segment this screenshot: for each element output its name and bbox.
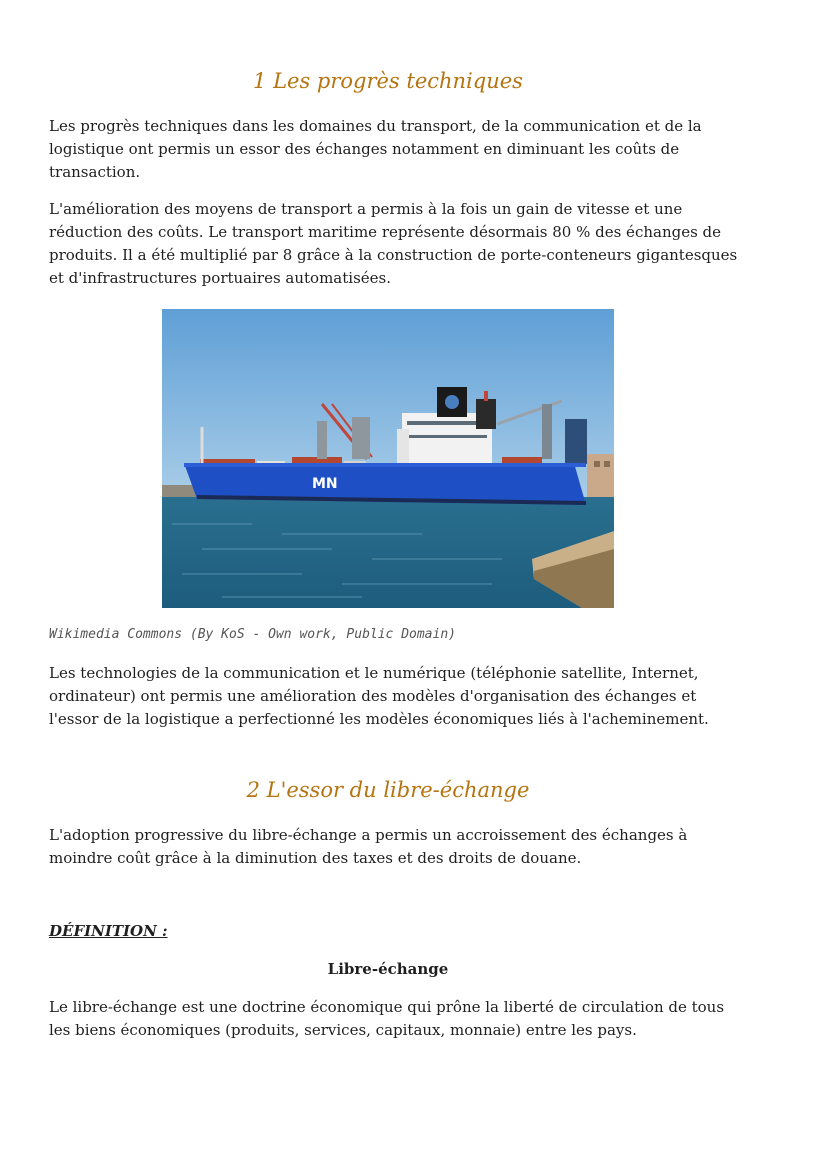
image-caption: Wikimedia Commons (By KoS - Own work, Public Domain) bbox=[49, 627, 456, 642]
section-2-title: 2 L'essor du libre-échange bbox=[246, 778, 530, 802]
section-1-paragraph-1: Les progrès techniques dans les domaines du transport, de la communication et de la logistique ont permis un essor des échanges notamment en diminuant les coûts de transaction. bbox=[49, 117, 702, 181]
hull-text: MN bbox=[312, 476, 338, 492]
section-1-paragraph-3: Les technologies de la communication et le numérique (téléphonie satellite, Internet, ordinateur) ont permis une amélioration des modèles d'organisation des échanges et l'essor de la logistique a perfectionné les modèles économiques liés à l'acheminement. bbox=[49, 664, 709, 728]
section-2-paragraph-1: L'adoption progressive du libre-échange a permis un accroissement des échanges à moindre coût grâce à la diminution des taxes et des droits de douane. bbox=[49, 826, 688, 867]
section-1-paragraph-2: L'amélioration des moyens de transport a permis à la fois un gain de vitesse et une réduction des coûts. Le transport maritime représente désormais 80 % des échanges de produits. Il a été multiplié par 8 grâce à la construction de porte-conteneurs gigantesques et d'infrastructures portuaires automatisées. bbox=[49, 200, 738, 287]
section-1-title: 1 Les progrès techniques bbox=[253, 69, 523, 93]
definition-label: DÉFINITION : bbox=[49, 922, 168, 940]
definition-term: Libre-échange bbox=[327, 960, 449, 978]
container-ship-photo bbox=[162, 309, 614, 608]
definition-text: Le libre-échange est une doctrine économique qui prône la liberté de circulation de tous les biens économiques (produits, services, capitaux, monnaie) entre les pays. bbox=[49, 998, 725, 1039]
